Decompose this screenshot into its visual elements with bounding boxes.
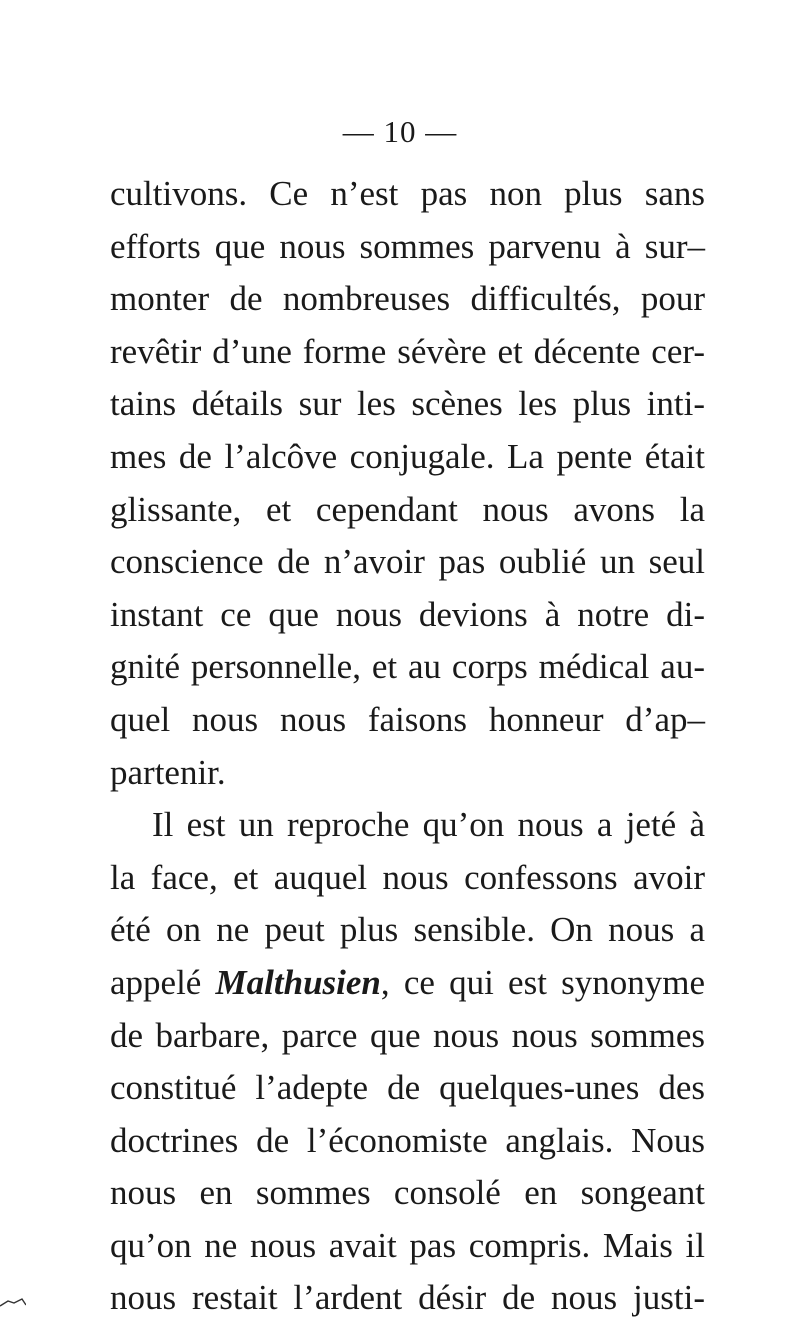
text-line: mes de l’alcôve conjugale. La pente était: [110, 436, 705, 476]
text-line: été on ne peut plus sensible. On nous a: [110, 910, 705, 950]
italic-term-malthusien: Malthusien: [215, 962, 381, 1002]
text-line: efforts que nous sommes parvenu à sur–: [110, 226, 705, 266]
text-line: nous en sommes consolé en songeant: [110, 1173, 705, 1213]
text-line: Il est un reproche qu’on nous a jeté à: [152, 805, 705, 845]
text-line: tains détails sur les scènes les plus inti-: [110, 384, 705, 424]
text-line: de barbare, parce que nous nous sommes: [110, 1015, 705, 1055]
text-line-with-term: [110, 957, 705, 1010]
page-corner-mark: [0, 1297, 26, 1307]
body-text: [110, 168, 705, 1325]
text-line: doctrines de l’économiste anglais. Nous: [110, 1120, 705, 1160]
text-fragment: , ce qui est synonyme: [380, 962, 705, 1002]
text-line: instant ce que nous devions à notre di-: [110, 594, 705, 634]
text-line: constitué l’adepte de quelques-unes des: [110, 1068, 705, 1108]
text-line: la face, et auquel nous confessons avoir: [110, 857, 705, 897]
text-line: cultivons. Ce n’est pas non plus sans: [110, 174, 705, 213]
text-line: conscience de n’avoir pas oublié un seul: [110, 542, 705, 582]
text-line: qu’on ne nous avait pas compris. Mais il: [110, 1225, 705, 1265]
text-line: glissante, et cependant nous avons la: [110, 489, 705, 529]
text-line: gnité personnelle, et au corps médical au-: [110, 647, 705, 687]
text-line: monter de nombreuses difficultés, pour: [110, 279, 705, 319]
text-line: quel nous nous faisons honneur d’ap–: [110, 699, 705, 739]
text-fragment: appelé: [110, 962, 216, 1002]
text-line: nous restait l’ardent désir de nous justi-: [110, 1278, 705, 1318]
page-number: — 10 —: [342, 114, 458, 149]
text-line: partenir.: [110, 752, 226, 792]
text-line: revêtir d’une forme sévère et décente cer-: [110, 331, 705, 371]
